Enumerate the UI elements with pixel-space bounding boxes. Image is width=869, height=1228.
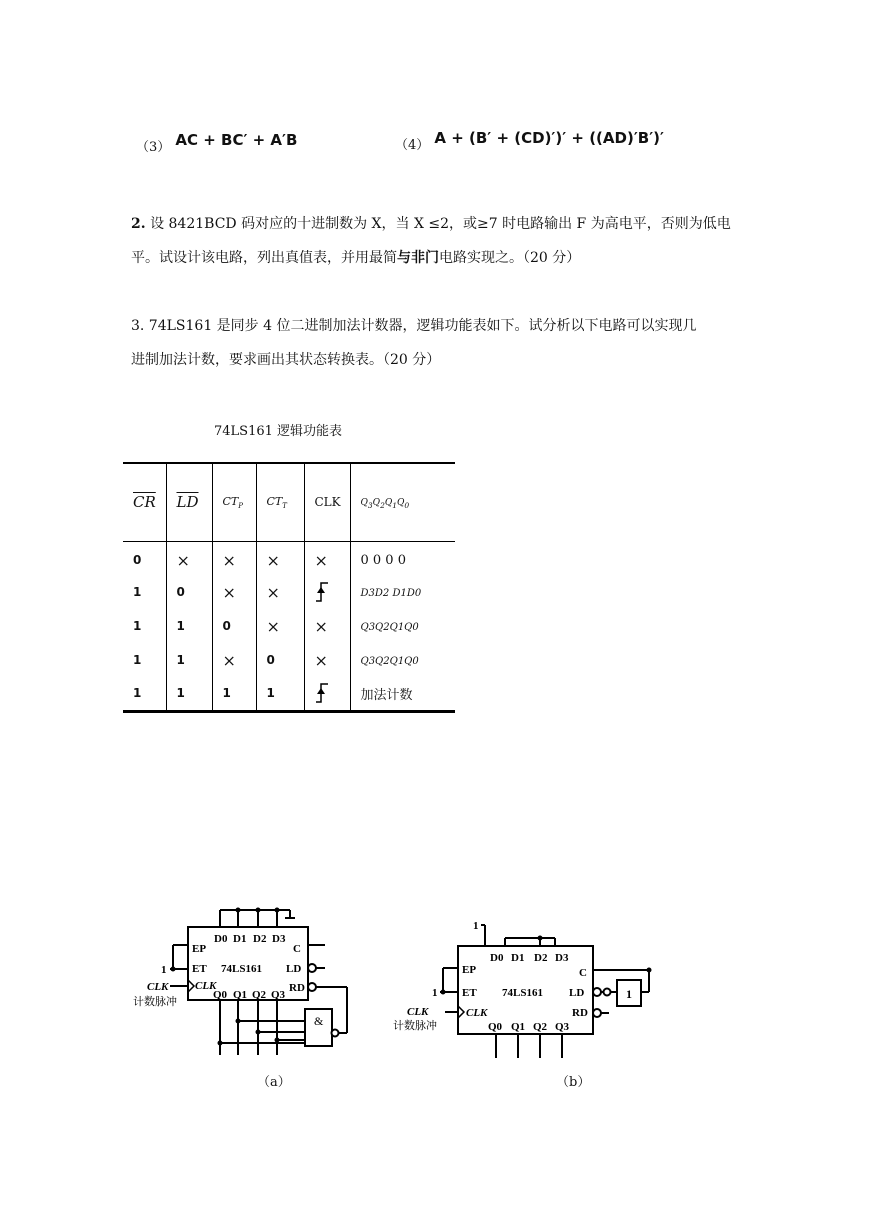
pin-label: ET [462, 987, 477, 999]
table-cell [350, 541, 455, 575]
emphasis-text: 与非门 [397, 250, 439, 266]
pin-label: C [579, 967, 587, 979]
table-title: 74LS161 逻辑功能表 [214, 424, 343, 439]
cell-text: 0 [222, 618, 231, 633]
header-ld: $\overline{LD}$ [166, 463, 212, 541]
expression-4 [395, 129, 664, 153]
cell-text: × [222, 650, 236, 670]
table-cell [256, 609, 304, 643]
cell-text: 1 [176, 652, 185, 667]
clk-label: CLK [407, 1006, 429, 1018]
pin-label: Q0 [213, 989, 228, 1001]
table-cell [212, 643, 256, 677]
cell-text: 0 [133, 552, 142, 567]
clk-label: CLK [147, 981, 169, 993]
question-text-line: 平。试设计该电路，列出真值表，并用最简 [131, 250, 397, 266]
pin-label: CLK [466, 1007, 488, 1019]
gate-symbol: & [314, 1014, 324, 1028]
cell-text: 1 [176, 618, 185, 633]
caption-a: （a） [257, 1075, 291, 1090]
pin-label: EP [462, 964, 477, 976]
pin-label: Q0 [488, 1021, 503, 1033]
table-cell [212, 541, 256, 575]
cell-text: × [222, 582, 236, 602]
cell-text: D3D2 D1D0 [360, 587, 422, 599]
rising-edge-icon [304, 677, 350, 711]
pin-label: ET [192, 963, 207, 975]
cell-text: 1 [266, 685, 275, 700]
table-cell [166, 643, 212, 677]
cell-text: × [266, 582, 280, 602]
pin-label: D3 [555, 952, 569, 964]
pin-label: LD [286, 963, 302, 975]
table-cell [256, 677, 304, 711]
table-cell [212, 677, 256, 711]
question-text-line: 进制加法计数，要求画出其状态转换表。（20 分） [131, 352, 441, 368]
table-cell [166, 677, 212, 711]
cell-text: 1 [133, 618, 142, 633]
logic-one-label: 1 [432, 987, 438, 999]
pin-label: D3 [272, 933, 286, 945]
table-cell [212, 575, 256, 609]
question-text-line: 3. 74LS161 是同步 4 位二进制加法计数器，逻辑功能表如下。试分析以下电路可以实现几 [131, 318, 697, 334]
pin-label: Q3 [555, 1021, 570, 1033]
cell-text: × [222, 550, 236, 570]
table-cell [304, 609, 350, 643]
cell-text: 1 [133, 685, 142, 700]
header-cr: $\overline{CR}$ [123, 463, 166, 541]
clk-description: 计数脉冲 [133, 996, 177, 1008]
pin-label: LD [569, 987, 585, 999]
rising-edge-icon [304, 575, 350, 609]
question-text-line: 设 8421BCD 码对应的十进制数为 X，当 X ≤2，或≥7 时电路输出 F 为高电平，否则为低电 [145, 216, 731, 232]
table-cell [212, 609, 256, 643]
caption-b: （b） [556, 1075, 591, 1090]
table-row [123, 643, 455, 677]
table-cell [166, 541, 212, 575]
table-cell [350, 575, 455, 609]
question-number: 2. [131, 216, 146, 232]
expression-formula: AC + BC′ + A′B [175, 131, 298, 149]
table-cell [350, 609, 455, 643]
cell-text: × [314, 616, 328, 636]
cell-text: 0 [176, 584, 185, 599]
table-cell [304, 643, 350, 677]
header-ctt: $CT_T$ [256, 463, 304, 541]
logic-one-label: 1 [161, 964, 167, 976]
pin-label: D2 [534, 952, 548, 964]
pin-label: D0 [214, 933, 228, 945]
pin-label: EP [192, 943, 207, 955]
circuit-b [385, 908, 665, 1058]
expression-number: （4） [395, 138, 430, 153]
cell-text: 1 [222, 685, 231, 700]
cell-text: × [314, 550, 328, 570]
pin-label: RD [289, 982, 305, 994]
cell-text: Q3Q2Q1Q0 [360, 655, 419, 667]
pin-label: D0 [490, 952, 504, 964]
cell-text: 0 [266, 652, 275, 667]
table-row [123, 609, 455, 643]
table-cell [123, 541, 166, 575]
table-row [123, 575, 455, 609]
pin-label: D1 [511, 952, 525, 964]
pin-label: Q1 [511, 1021, 526, 1033]
expression-formula: A + (B′ + (CD)′)′ + ((AD)′B′)′ [434, 129, 664, 147]
chip-label: 74LS161 [502, 987, 543, 999]
cell-text: Q3Q2Q1Q0 [360, 621, 419, 633]
pin-label: Q2 [533, 1021, 548, 1033]
cell-text: × [266, 616, 280, 636]
cell-text: 0 0 0 0 [360, 552, 406, 568]
table-cell [123, 677, 166, 711]
logic-one-label: 1 [473, 920, 479, 932]
table-cell [256, 643, 304, 677]
pin-label: RD [572, 1007, 588, 1019]
circuit-a [125, 900, 365, 1065]
question-3 [131, 309, 751, 377]
cell-text: 1 [133, 584, 142, 599]
table-cell [350, 677, 455, 711]
pin-label: C [293, 943, 301, 955]
header-ctp: $CT_P$ [212, 463, 256, 541]
pin-label: CLK [195, 980, 217, 992]
table-cell [256, 575, 304, 609]
question-text-line: 电路实现之。（20 分） [439, 250, 581, 266]
cell-text: × [314, 650, 328, 670]
pin-label: Q2 [252, 989, 267, 1001]
cell-text: 加法计数 [360, 687, 413, 703]
chip-label: 74LS161 [221, 963, 262, 975]
table-cell [123, 643, 166, 677]
expression-number: （3） [136, 140, 171, 155]
pin-label: D2 [253, 933, 267, 945]
table-row [123, 541, 455, 575]
header-q: $Q_3Q_2Q_1Q_0$ [360, 498, 410, 511]
pin-label: D1 [233, 933, 247, 945]
table-header-row [123, 463, 455, 541]
cell-text: 1 [176, 685, 185, 700]
table-cell [304, 541, 350, 575]
function-table [123, 462, 455, 713]
header-clk: CLK [304, 463, 350, 541]
gate-symbol: 1 [626, 987, 632, 1001]
table-cell [350, 643, 455, 677]
table-cell [166, 609, 212, 643]
table-cell [256, 541, 304, 575]
cell-text: × [176, 550, 190, 570]
cell-text: × [266, 550, 280, 570]
cell-text: 1 [133, 652, 142, 667]
question-2 [131, 207, 751, 275]
table-cell [123, 575, 166, 609]
pin-label: Q3 [271, 989, 286, 1001]
table-cell [123, 609, 166, 643]
table-row [123, 677, 455, 711]
table-cell [166, 575, 212, 609]
clk-description: 计数脉冲 [393, 1020, 437, 1032]
pin-label: Q1 [233, 989, 248, 1001]
expression-3 [136, 131, 298, 155]
